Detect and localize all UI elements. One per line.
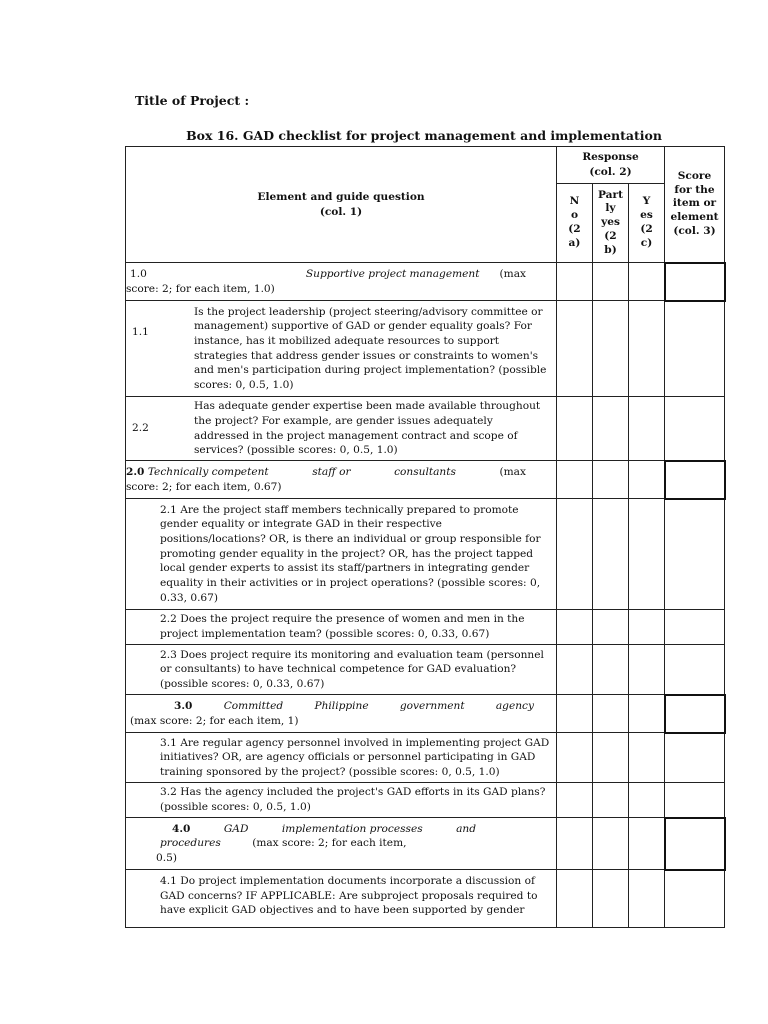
section-3-score-note: (max score: 2; for each item, 1) [130, 714, 299, 727]
response-no-cell[interactable] [557, 461, 593, 499]
response-no-cell[interactable] [557, 733, 593, 783]
response-yes-cell[interactable] [629, 301, 665, 397]
element-column-header [126, 147, 557, 263]
section-1-number: 1.0 [130, 267, 147, 280]
section-1-score-note: score: 2; for each item, 1.0) [126, 282, 275, 295]
section-2-line [126, 465, 556, 480]
section-2-title: staff or [312, 465, 351, 478]
section-4-title: GAD [223, 822, 249, 835]
question-row-1-1 [126, 301, 725, 397]
response-partly-cell[interactable] [593, 461, 629, 499]
section-3-title: Philippine [314, 699, 369, 712]
question-3-2-cell [126, 783, 557, 818]
response-yes-cell[interactable] [629, 263, 665, 301]
section-4-title: and [456, 822, 476, 835]
question-2-2 [126, 399, 556, 457]
section-3-line [126, 699, 556, 714]
item-score-cell[interactable] [665, 301, 725, 397]
response-no-cell[interactable] [557, 263, 593, 301]
response-yes-cell[interactable] [629, 733, 665, 783]
response-no-cell[interactable] [557, 645, 593, 695]
question-row-2-1 [126, 499, 725, 610]
section-4-title: procedures [160, 837, 221, 850]
response-yes-cell[interactable] [629, 397, 665, 461]
response-yes-cell[interactable] [629, 783, 665, 818]
no-column-header [557, 184, 593, 263]
box-caption: Box 16. GAD checklist for project management and implementation [186, 128, 662, 143]
partly-header-line: yes [601, 216, 620, 229]
section-1-line [126, 267, 556, 282]
title-of-project-label: Title of Project : [135, 93, 250, 108]
question-text: 3.1 Are regular agency personnel involved in implementing project GAD initiatives? OR, are agency officials or personnel participating in GAD training sponsored by the project? (possible scores: 0, 0.5, 1.0) [160, 736, 550, 778]
section-2-number: 2.0 [126, 465, 145, 478]
item-score-cell[interactable] [665, 733, 725, 783]
item-score-cell[interactable] [665, 870, 725, 928]
question-number: 1.1 [132, 325, 149, 338]
question-row-2-2b [126, 610, 725, 645]
question-4-1-cell [126, 870, 557, 928]
response-header-text: Response [582, 151, 639, 164]
question-text: 4.1 Do project implementation documents incorporate a discussion of GAD concerns? IF APPLICABLE: Are subproject proposals required to have explicit GAD objectives and to have been supported by gender [160, 875, 538, 917]
no-header-line: (2 [568, 223, 581, 235]
section-2-title: Technically competent [147, 465, 269, 478]
response-partly-cell[interactable] [593, 610, 629, 645]
response-no-cell[interactable] [557, 870, 593, 928]
partly-yes-column-header [593, 184, 629, 263]
response-partly-cell[interactable] [593, 645, 629, 695]
response-no-cell[interactable] [557, 783, 593, 818]
partly-header-line: ly [605, 202, 616, 215]
response-yes-cell[interactable] [629, 645, 665, 695]
section-score-box[interactable] [665, 695, 725, 733]
score-header-line: (col. 3) [673, 224, 716, 237]
response-header-sub: (col. 2) [589, 166, 632, 178]
response-column-header [557, 147, 665, 184]
score-header-line: for the [674, 183, 715, 196]
item-score-cell[interactable] [665, 645, 725, 695]
yes-column-header [629, 184, 665, 263]
question-1-1 [126, 305, 556, 393]
response-yes-cell[interactable] [629, 499, 665, 610]
question-text: Is the project leadership (project steering/advisory committee or management) supportive of GAD or gender equality goals? For instance, has it mobilized adequate resources to support strategies that address gender issues or constraints to women's and men's participation during project implementation? (possible scores: 0, 0.5, 1.0) [194, 305, 547, 391]
header-row [126, 147, 725, 184]
section-score-box[interactable] [665, 818, 725, 870]
section-4-line-2 [126, 836, 556, 851]
section-score-box[interactable] [665, 263, 725, 301]
section-1-title: Supportive project management [305, 267, 480, 280]
section-3-element [126, 695, 557, 733]
question-text: Has adequate gender expertise been made available throughout the project? For example, are gender issues adequately addressed in the project management contract and scope of services? (possible scores: 0, 0.5, 1.0) [194, 400, 541, 457]
response-no-cell[interactable] [557, 695, 593, 733]
question-row-3-2 [126, 783, 725, 818]
question-text: 2.3 Does project require its monitoring and evaluation team (personnel or consultants) to have technical competence for GAD evaluation? (possible scores: 0, 0.33, 0.67) [160, 648, 544, 690]
item-score-cell[interactable] [665, 499, 725, 610]
partly-header-line: b) [604, 243, 617, 256]
section-row-4 [126, 818, 725, 870]
no-header-line: N [569, 195, 580, 208]
score-header-line: Score [677, 169, 712, 182]
response-partly-cell[interactable] [593, 263, 629, 301]
element-header-text: Element and guide question [257, 191, 425, 204]
section-4-element [126, 818, 557, 870]
section-4-title: implementation processes [281, 822, 423, 835]
question-text: 3.2 Has the agency included the project's GAD efforts in its GAD plans? (possible scores: 0, 0.5, 1.0) [160, 786, 546, 813]
question-row-4-1 [126, 870, 725, 928]
section-2-max: (max [499, 465, 526, 478]
section-row-1 [126, 263, 725, 301]
question-text: 2.1 Are the project staff members technically prepared to promote gender equality or integrate GAD in their respective positions/locations? OR, is there an individual or group responsible for promoting gender equality in the project? OR, has the project tapped local gender experts to assist its staff/partners in integrating gender equality in their activities or in project operations? (possible scores: 0, 0.33, 0.67) [160, 503, 541, 604]
score-header-line: item or [672, 197, 717, 210]
question-row-2-2 [126, 397, 725, 461]
section-4-max: (max score: 2; for each item, [252, 837, 407, 850]
response-partly-cell[interactable] [593, 397, 629, 461]
gad-checklist-table [125, 146, 726, 928]
element-header-sub: (col. 1) [319, 205, 363, 218]
section-4-line-1 [126, 822, 556, 837]
response-no-cell[interactable] [557, 499, 593, 610]
response-partly-cell[interactable] [593, 733, 629, 783]
response-no-cell[interactable] [557, 397, 593, 461]
no-header-line: o [570, 209, 579, 222]
yes-header-line: Y [642, 195, 651, 208]
yes-header-line: es [640, 209, 653, 222]
question-2-2b-cell [126, 610, 557, 645]
question-text: 2.2 Does the project require the presence of women and men in the project implementation team? (possible scores: 0, 0.33, 0.67) [160, 613, 525, 640]
section-3-number: 3.0 [174, 699, 193, 712]
response-partly-cell[interactable] [593, 301, 629, 397]
yes-header-line: (2 [640, 223, 653, 235]
section-3-title: agency [495, 699, 534, 712]
section-2-title: consultants [394, 465, 456, 478]
section-1-max: (max [499, 267, 526, 280]
response-no-cell[interactable] [557, 301, 593, 397]
response-yes-cell[interactable] [629, 695, 665, 733]
score-column-header [665, 147, 725, 263]
response-yes-cell[interactable] [629, 870, 665, 928]
question-3-1-cell [126, 733, 557, 783]
response-yes-cell[interactable] [629, 461, 665, 499]
section-score-box[interactable] [665, 461, 725, 499]
section-row-2 [126, 461, 725, 499]
question-2-2-cell [126, 397, 557, 461]
response-yes-cell[interactable] [629, 818, 665, 870]
section-2-score-note: score: 2; for each item, 0.67) [126, 480, 282, 493]
response-no-cell[interactable] [557, 818, 593, 870]
response-no-cell[interactable] [557, 610, 593, 645]
response-partly-cell[interactable] [593, 695, 629, 733]
partly-header-line: Part [597, 188, 624, 201]
response-partly-cell[interactable] [593, 818, 629, 870]
section-3-title: Committed [223, 699, 284, 712]
item-score-cell[interactable] [665, 610, 725, 645]
question-1-1-cell [126, 301, 557, 397]
section-3-title: government [399, 699, 465, 712]
score-header-line: element [670, 211, 719, 224]
item-score-cell[interactable] [665, 783, 725, 818]
yes-header-line: c) [640, 236, 653, 249]
section-4-number: 4.0 [172, 822, 191, 835]
item-score-cell[interactable] [665, 397, 725, 461]
section-1-element [126, 263, 557, 301]
question-number: 2.2 [132, 422, 149, 435]
response-partly-cell[interactable] [593, 783, 629, 818]
section-4-score-note: 0.5) [156, 851, 177, 864]
question-row-2-3 [126, 645, 725, 695]
section-2-head [126, 465, 269, 480]
question-row-3-1 [126, 733, 725, 783]
section-row-3 [126, 695, 725, 733]
response-partly-cell[interactable] [593, 870, 629, 928]
response-partly-cell[interactable] [593, 499, 629, 610]
partly-header-line: (2 [604, 229, 617, 242]
no-header-line: a) [568, 236, 581, 249]
response-yes-cell[interactable] [629, 610, 665, 645]
section-2-element [126, 461, 557, 499]
question-2-3-cell [126, 645, 557, 695]
question-2-1-cell [126, 499, 557, 610]
